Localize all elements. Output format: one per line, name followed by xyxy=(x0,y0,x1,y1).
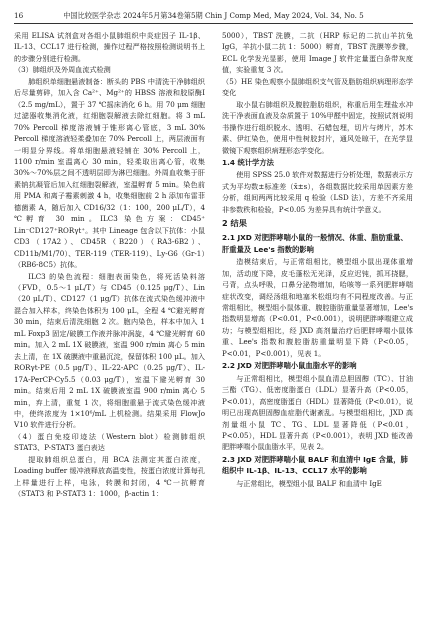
body-paragraph: 造模结束后，与正常组相比，模型组小鼠出现体重增加，活动度下降，皮毛蓬松无光泽，反应迟钝，抓耳挠腮，弓背，点头呼吸，口鼻分泌物增加，哈咳等一系列肥胖哮喘症状改变，调经汤组和地塞米松组均有不同程度改善。与正常组相比，模型组小鼠体重、腹腔脂肪重量显著增加，Lee's 指数明显增高（P<0.01，P<0.001），说明肥胖哮喘建立成功；与模型组相比，经 JXD 高剂量治疗后肥胖哮喘小鼠体重、Lee's 指数和腹腔脂肪重量明显下降（P<0.05，P<0.01，P<0.001），见表 1。 xyxy=(222,257,413,358)
body-paragraph: （3）肺组织及外周血流式检测 xyxy=(14,65,111,75)
page-number: 16 xyxy=(14,11,24,20)
left-column xyxy=(14,30,205,500)
body-paragraph: 提取肺组织总蛋白，用 BCA 法测定其蛋白浓度，Loading buffer 缓冲液释放高温变性，按蛋白浓度计算每孔上样量进行上样，电泳，转膜和封闭，4 ℃一抗孵育（STAT3 和 P-STAT3 1：1000，β-actin 1： xyxy=(14,454,205,499)
body-paragraph: ILC3 的染色流程：细胞表面染色，将死活染料溶（FVD，0.5～1 μL/T）与 CD45（0.125 μg/T）、Lin（20 μL/T）、CD127（1 μg/T）抗体在流式染色缓冲液中混合加入样本，终染色体积为 100 μL，全程 4 ℃避光孵育 30 min，结束后清洗细胞 2 次。胞内染色，样本中加入 1 mL Foxp3 固定/破膜工作液并脉冲涡旋，4 ℃避光孵育 60 min。加入 2 mL 1X 破膜液，室温 900 r/min 离心 5 min 去上清，在 1X 破膜液中重悬沉淀，保留体积 100 μL。加入 RORγt-PE（0.5 μg/T）、IL-22-APC（0.25 μg/T）、IL-17A-PerCP-Cy5.5（0.03 μg/T），室温下避光孵育 30 min。结束后用 2 mL 1X 破膜液室温 900 r/min 离心 5 min，弃上清，重复 1 次，将细胞重悬于流式染色缓冲液中，使终浓度为 1×10⁶/mL 上机检测。结果采用 FlowJo V10 软件进行分析。 xyxy=(14,271,205,430)
body-paragraph: 肺组织单细胞悬液制备：断头的 PBS 中清洗干净肺组织后尽量剪碎，加入含 Ca²⁺、Mg²⁺的 HBSS 溶液和胶原酶Ⅰ（2.5 mg/mL），置于 37 ℃摇床消化 6 h。用 70 μm 细胞过滤器收集消化液，红细胞裂解液去除红细胞。将 3 mL 70% Percoll 梯度溶液铺于锥形离心管底，3 mL 30% Percoll 梯度溶液轻柔叠加在 70% Percoll 上，两层液面有一明显分界线。将单细胞悬液轻铺在 30% Percoll 上，1100 r/min 室温离心 30 min，轻柔取出离心管，收集 30%～70%层之间不透明层即为淋巴细胞。外周血收集于肝素钠抗凝管后加入红细胞裂解液，室温孵育 5 min。染色前用 PMA 和离子霉素刺激 4 h，收集细胞前 2 h 添加布雷菲德菌素 A，随后加入 CD16/32（1：100，200 μL/T），4 ℃孵育 30 min。ILC3 染色方案：CD45⁺ Lin⁻CD127⁺RORγt⁺。其中 Lineage 包含以下抗体：小鼠 CD3（17A2）、CD45R（B220）（RA3-6B2）、CD11b/M1/70）、TER-119（TER-119）、Ly-G6（Gr-1）（RB6-8C5）抗体。 xyxy=(14,76,205,270)
section-heading: 2 结果 xyxy=(222,218,247,229)
body-paragraph: 取小鼠右肺组织及腹腔脂肪组织，称重后用生理盐水冲洗干净表面血液及杂质置于 10%甲醛中固定，按照试剂说明书操作进行组织脱水、透明、石蜡包埋，切片与烤片，苏木素、伊红染色，使用中性树胶封片，通风处晾干，在光学显微镜下观察组织病理形态学变化。 xyxy=(222,99,413,155)
body-paragraph: 与正常组比，模型组小鼠 BALF 和血清中 IgE xyxy=(236,478,382,488)
journal-title: 中国比较医学杂志 2024年5月第34卷第5期 Chin J Comp Med, May 2024, Vol. 34, No. 5 xyxy=(63,11,364,20)
subsection-heading: 2.3 JXD 对肥胖哮喘小鼠 BALF 和血清中 IgE 含量，肺组织中 IL-1β、IL-13、CCL17 水平的影响 xyxy=(222,454,408,476)
header-rule xyxy=(14,23,413,24)
body-paragraph: 与正常组相比，模型组小鼠血清总胆固醇（TC）、甘油三酯（TG）、低密度脂蛋白（LDL）显著升高（P<0.05，P<0.01），高密度脂蛋白（HDL）显著降低（P<0.01），说明已出现高胆固醇血症脂代谢紊乱。与模型组相比，JXD 高剂量组小鼠 TC、TG、LDL 显著降低（P<0.01，P<0.05），HDL 显著升高（P<0.001），表明 JXD 能改善肥胖哮喘小鼠血脂水平，见表 2。 xyxy=(222,373,413,452)
subsection-heading: 1.4 统计学方法 xyxy=(222,157,274,167)
body-paragraph: （4）蛋白免疫印迹法（Western blot）检测肺组织 STAT3、P-STAT3 蛋白表达 xyxy=(14,431,205,453)
subsection-heading: 2.1 JXD 对肥胖哮喘小鼠的一般情况、体重、脂肪重量、肝重量及 Lee's 指数的影响 xyxy=(222,233,408,254)
body-paragraph: 5000），TBST 洗膜，二抗（HRP 标记的二抗山羊抗兔 IgG，羊抗小鼠二抗 1：5000）孵育，TBST 洗膜等步骤，ECL 化学发光显影，使用 Image J 软件定量蛋白条带灰度值，实验重复 3 次。 xyxy=(222,31,413,75)
body-paragraph: 采用 ELISA 试剂盒对各组小鼠肺组织中炎症因子 IL-1β、IL-13、CCL17 进行检测，操作过程严格按照检测说明书上的步骤分别进行检测。 xyxy=(14,31,205,63)
body-paragraph: （5）HE 染色观察小鼠肺组织支气管及脂肪组织病理形态学变化 xyxy=(222,76,413,98)
subsection-heading: 2.2 JXD 对肥胖哮喘小鼠血脂水平的影响 xyxy=(222,361,357,371)
right-column xyxy=(222,30,413,489)
running-header xyxy=(14,10,413,22)
body-paragraph: 使用 SPSS 25.0 软件对数据进行分析处理，数据表示方式为平均数±标准差（x̄±s），各组数据比较采用单因素方差分析，组间两两比较采用 q 检验（LSD 法），方差不齐采用非参数秩和检验，P<0.05 为差异具有统计学意义。 xyxy=(222,170,413,214)
